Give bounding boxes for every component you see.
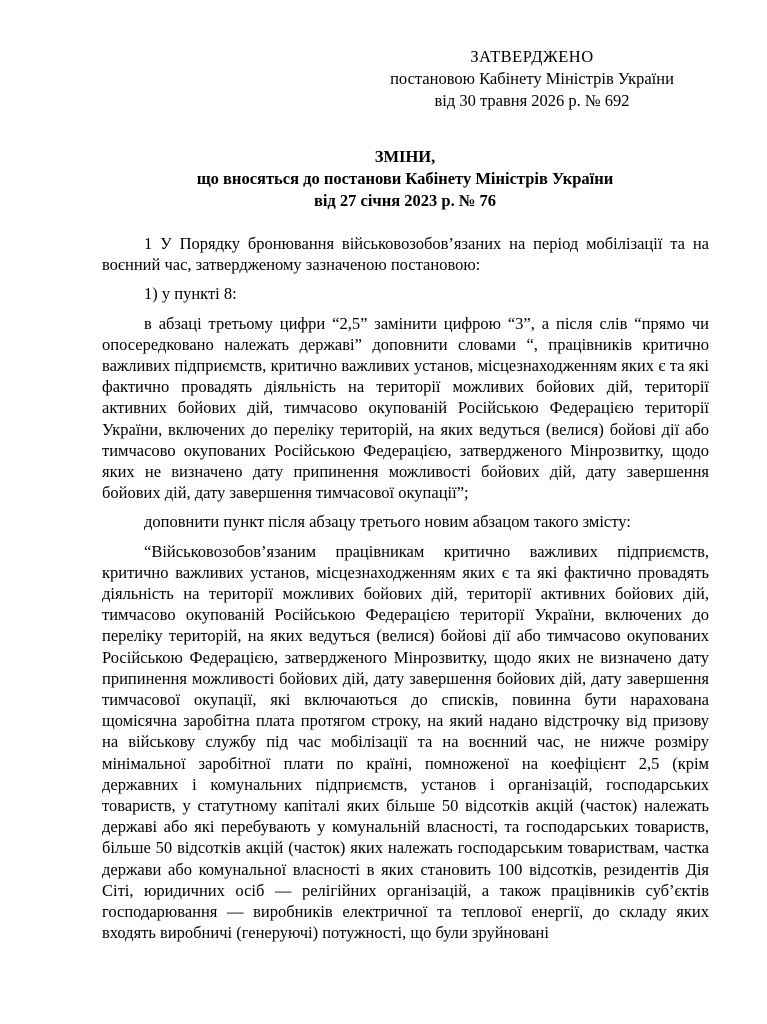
document-subtitle: що вносяться до постанови Кабінету Міністрів України [196, 169, 614, 188]
document-title: ЗМІНИ, [374, 147, 436, 166]
approval-date: від 30 травня 2026 р. № 692 [434, 91, 630, 110]
document-subtitle-date: від 27 січня 2023 р. № 76 [313, 191, 497, 210]
paragraph-2: 1) у пункті 8: [144, 284, 237, 304]
approval-heading: ЗАТВЕРДЖЕНО [470, 47, 594, 66]
paragraph-3: в абзаці третьому цифри “2,5” замінити цифрою “3”, а після слів “прямо чи опосередковано належать державі” доповнити словами “, працівників критично важливих підприємств, критично важливих установ, місцезнаходженням яких є та які фактично провадять діяльність на території можливих бойових дій, території активних бойових дій, тимчасово окупованій Російською Федерацією території України, включених до переліку територій, на яких ведуться (велися) бойові дії або тимчасово окупованих Російською Федерацією, затвердженого Мінрозвитку, щодо яких не визначено дату припинення можливості бойових дій, дату завершення бойових дій, дату завершення тимчасової окупації”; [102, 313, 709, 503]
document-heading [100, 146, 710, 212]
paragraph-4: доповнити пункт після абзацу третього новим абзацом такого змісту: [144, 512, 631, 532]
paragraph-1: 1 У Порядку бронювання військовозобов’язаних на період мобілізації та на воєнний час, затвердженому зазначеною постановою: [102, 234, 709, 275]
document-body [102, 233, 709, 944]
approval-stamp [352, 46, 712, 112]
paragraph-5: “Військовозобов’язаним працівникам критично важливих підприємств, критично важливих установ, місцезнаходженням яких є та які фактично провадять діяльність на території можливих бойових дій, території активних бойових дій, тимчасово окупованій Російською Федерацією території України, включених до переліку територій, на яких ведуться (велися) бойові дії або тимчасово окупованих Російською Федерацією, затвердженого Мінрозвитку, щодо яких не визначено дату припинення можливості бойових дій, дату завершення бойових дій, дату завершення тимчасової окупації, які включаються до списків, повинна бути нарахована щомісячна заробітна плата протягом строку, на який надано відстрочку від призову на військову службу під час мобілізації та на воєнний час, не нижче розміру мінімальної заробітної плати по країні, помноженої на коефіцієнт 2,5 (крім державних і комунальних підприємств, установ і організацій, господарських товариств, у статутному капіталі яких більше 50 відсотків акцій (часток) належать державі або які перебувають у комунальній власності, та господарських товариств, більше 50 відсотків акцій (часток) яких належать господарським товариствам, частка держави або комунальної власності в яких становить 100 відсотків, резидентів Дія Сіті, юридичних осіб — релігійних організацій, а також працівників суб’єктів господарювання — виробників електричної та теплової енергії, до складу яких входять виробничі (генеруючі) потужності, що були зруйновані [102, 541, 709, 943]
approval-authority: постановою Кабінету Міністрів України [390, 69, 674, 88]
